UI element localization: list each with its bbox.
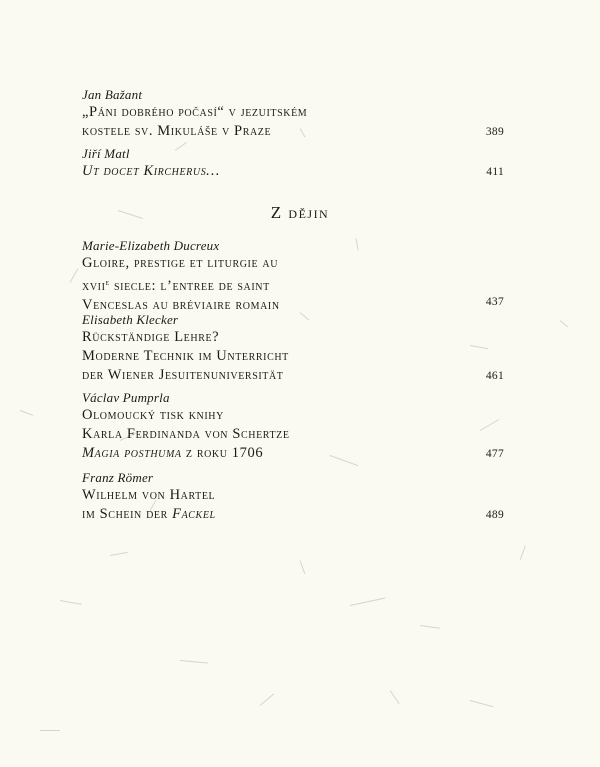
entry-author: Elisabeth Klecker	[82, 312, 179, 327]
toc-entry	[82, 470, 502, 524]
toc-entry	[82, 312, 502, 385]
toc-entry	[82, 238, 502, 315]
title-segment: e	[105, 278, 110, 287]
paper-fiber	[60, 600, 82, 605]
entry-title-line	[82, 406, 502, 425]
toc-entry	[82, 390, 502, 463]
entry-author: Jiří Matl	[82, 146, 130, 161]
entry-author: Franz Römer	[82, 470, 154, 485]
title-segment: der Wiener Jesuitenuniversität	[82, 367, 284, 383]
title-segment: Moderne Technik im Unterricht	[82, 348, 289, 364]
entry-author: Marie-Elizabeth Ducreux	[82, 238, 220, 253]
toc-entry	[82, 87, 502, 141]
section-heading: Z dějin	[270, 203, 330, 222]
title-segment: im Schein der	[82, 506, 173, 522]
entry-title-line	[82, 254, 502, 273]
paper-fiber	[420, 625, 440, 629]
entry-author: Jan Bažant	[82, 87, 143, 102]
paper-fiber	[70, 268, 79, 282]
title-segment: Gloire, prestige et liturgie au	[82, 255, 279, 271]
paper-fiber	[260, 694, 274, 706]
entry-page-number: 411	[486, 166, 504, 178]
entry-title-line	[82, 505, 502, 524]
entry-author: Václav Pumprla	[82, 390, 170, 405]
title-segment: Olomoucký tisk knihy	[82, 407, 224, 423]
paper-fiber	[350, 598, 385, 606]
paper-fiber	[40, 730, 60, 731]
paper-fiber	[470, 700, 493, 707]
entry-title-line	[82, 273, 502, 296]
entry-title-line	[82, 444, 502, 463]
entry-title-line	[82, 328, 502, 347]
title-segment: Wilhelm von Hartel	[82, 487, 216, 503]
entry-title-line	[82, 486, 502, 505]
title-segment: Magia posthuma	[82, 445, 182, 461]
paper-fiber	[20, 410, 33, 416]
paper-fiber	[300, 560, 306, 573]
title-segment: xvii	[82, 278, 106, 294]
entry-title-line	[82, 122, 502, 141]
paper-fiber	[110, 552, 128, 556]
title-segment: Karla Ferdinanda von Schertze	[82, 426, 290, 442]
title-segment: Rückständige Lehre?	[82, 329, 220, 345]
paper-fiber	[560, 320, 568, 327]
paper-fiber	[180, 660, 208, 663]
entry-page-number: 477	[485, 448, 504, 460]
toc-entry	[82, 146, 502, 181]
title-segment: kostele sv. Mikuláše v Praze	[82, 123, 272, 139]
paper-fiber	[520, 545, 526, 560]
entry-page-number: 489	[485, 509, 504, 521]
title-segment: Venceslas au bréviaire romain	[82, 297, 280, 313]
entry-title-line	[82, 425, 502, 444]
entry-title-line	[82, 347, 502, 366]
entry-title-line	[82, 366, 502, 385]
entry-page-number: 389	[485, 126, 504, 138]
title-segment: „Páni dobrého počasí“ v jezuitském	[82, 104, 308, 120]
entry-title-line	[82, 103, 502, 122]
title-segment: z roku 1706	[181, 445, 264, 461]
title-segment: Ut docet Kircherus…	[82, 163, 220, 179]
entry-title-line	[82, 162, 502, 181]
title-segment: siecle: l’entree de saint	[109, 278, 270, 294]
title-segment: Fackel	[172, 506, 216, 522]
entry-page-number: 437	[485, 296, 504, 308]
paper-fiber	[390, 690, 400, 704]
entry-page-number: 461	[485, 370, 504, 382]
